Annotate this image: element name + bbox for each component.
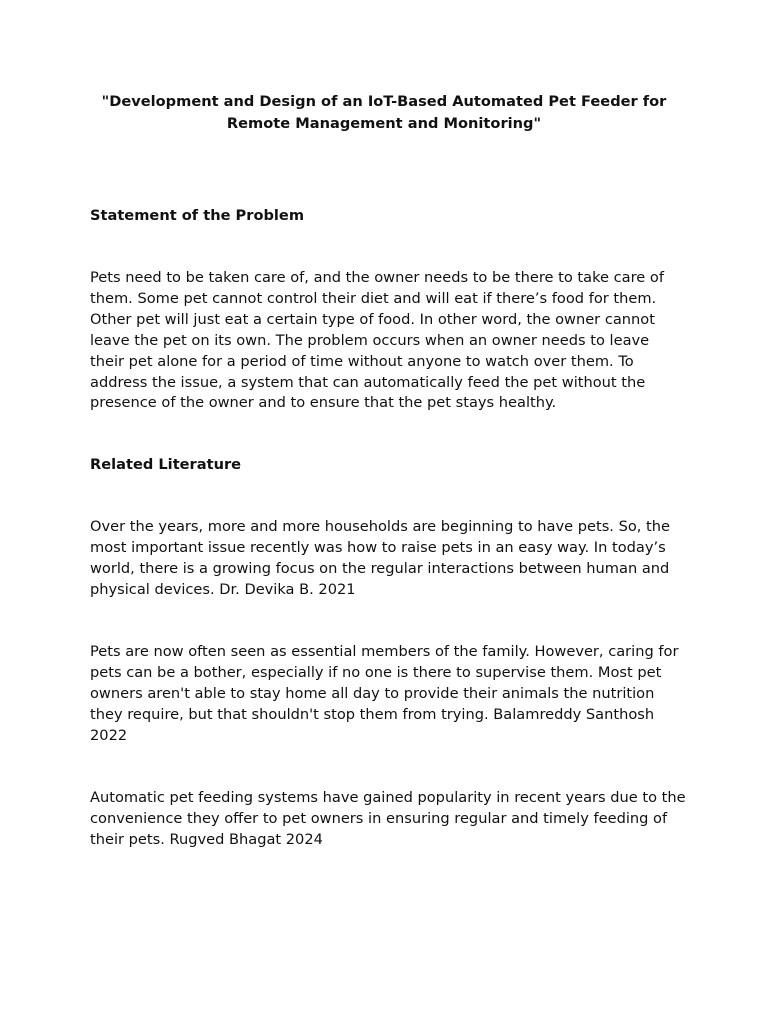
section-heading-statement-of-problem: Statement of the Problem (90, 207, 305, 224)
literature-paragraph-1: Over the years, more and more households are beginning to have pets. So, the most important issue recently was how to raise pets in an easy way. In today’s world, there is a growing focus on the regular interactions between human and physical devices. Dr. Devika B. 2021 (90, 518, 671, 598)
literature-paragraph-2: Pets are now often seen as essential members of the family. However, caring for pets can be a bother, especially if no one is there to supervise them. Most pet owners aren't able to stay home all day to provide their animals the nutrition they require, but that shouldn't stop them from trying. Balamreddy Santhosh 2022 (90, 643, 679, 744)
statement-paragraph: Pets need to be taken care of, and the owner needs to be there to take care of them. Some pet cannot control their diet and will eat if there’s food for them. Other pet will just eat a certain type of food. In other word, the owner cannot leave the pet on its own. The problem occurs when an owner needs to leave their pet alone for a period of time without anyone to watch over them. To address the issue, a system that can automatically feed the pet without the presence of the owner and to ensure that the pet stays healthy. (90, 269, 664, 412)
section-heading-related-literature: Related Literature (90, 456, 242, 473)
document-title: "Development and Design of an IoT-Based Automated Pet Feeder for Remote Management and Monitoring" (101, 93, 667, 132)
literature-paragraph-3: Automatic pet feeding systems have gained popularity in recent years due to the convenience they offer to pet owners in ensuring regular and timely feeding of their pets. Rugved Bhagat 2024 (90, 789, 686, 848)
